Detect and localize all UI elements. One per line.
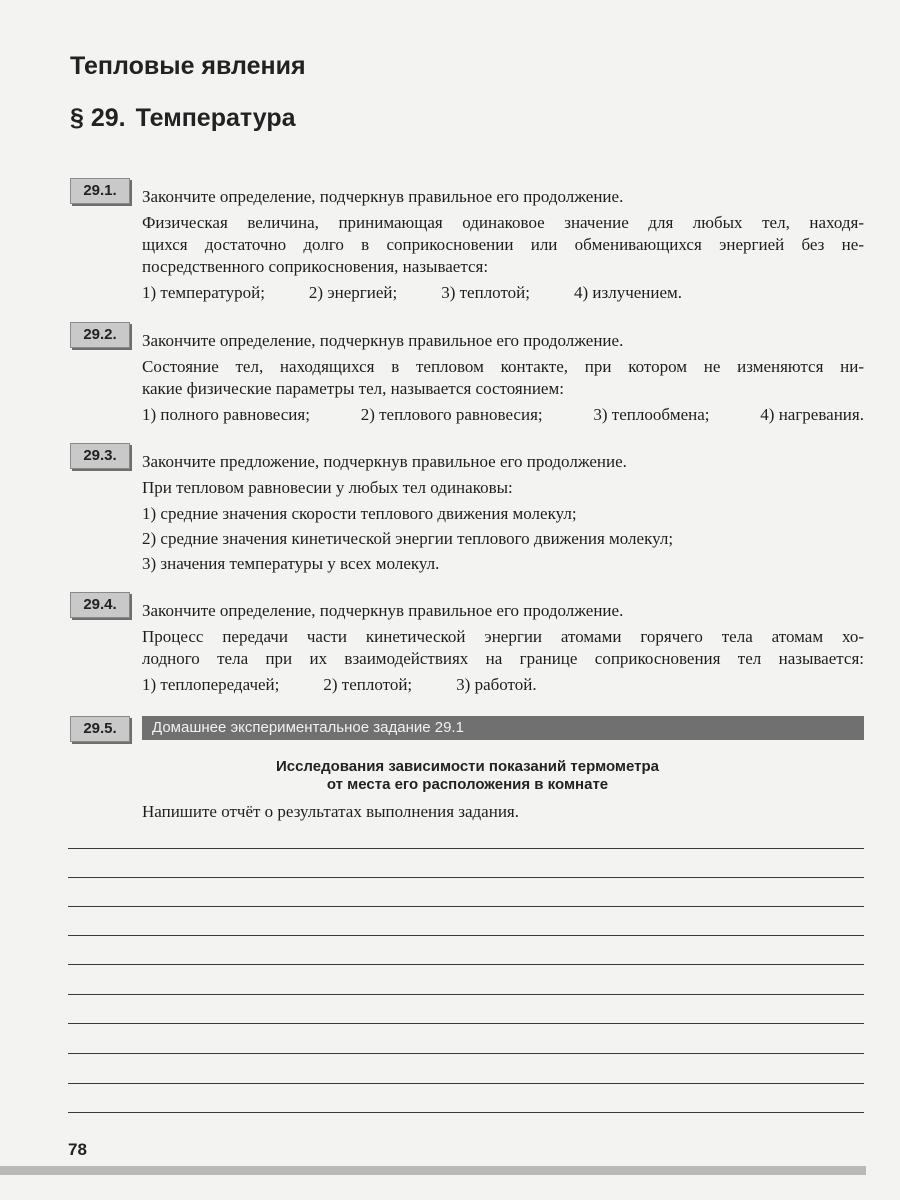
section-name: Температура — [135, 104, 296, 132]
answer-option[interactable]: 4) излучением. — [574, 283, 683, 302]
answer-option[interactable]: 2) теплотой; — [323, 675, 413, 694]
answer-option[interactable]: 3) теплотой; — [441, 283, 530, 302]
task-text-line: щихся достаточно долго в соприкосновении или обменивающихся энергией без не- — [142, 235, 864, 254]
writing-line[interactable] — [68, 906, 864, 907]
answer-option[interactable]: 1) полного равновесия; — [142, 405, 310, 424]
writing-line[interactable] — [68, 877, 864, 878]
homework-instruction: Напишите отчёт о результатах выполнения задания. — [142, 802, 519, 821]
section-number: § 29. — [70, 104, 126, 132]
task-prompt: Закончите определение, подчеркнув правильное его продолжение. — [142, 331, 624, 350]
chapter-title: Тепловые явления — [70, 52, 306, 80]
homework-banner: Домашнее экспериментальное задание 29.1 — [142, 716, 864, 740]
task-text-line: Процесс передачи части кинетической энергии атомами горячего тела атомам хо- — [142, 627, 864, 646]
answer-options — [142, 282, 864, 304]
task-body — [142, 186, 864, 304]
task-text-line: лодного тела при их взаимодействиях на границе соприкосновения тел называется: — [142, 649, 864, 668]
task-text-line: Состояние тел, находящихся в тепловом контакте, при котором не изменяются ни- — [142, 357, 864, 376]
answer-option[interactable]: 4) нагревания. — [760, 405, 864, 424]
task-text-line: посредственного соприкосновения, называется: — [142, 257, 489, 276]
writing-line[interactable] — [68, 994, 864, 995]
task-text-line: Физическая величина, принимающая одинаковое значение для любых тел, находя- — [142, 213, 864, 232]
answer-option[interactable]: 1) теплопередачей; — [142, 675, 280, 694]
writing-line[interactable] — [68, 1083, 864, 1084]
answer-options — [142, 404, 864, 426]
answer-option[interactable]: 3) работой. — [456, 675, 537, 694]
answer-option[interactable]: 1) температурой; — [142, 283, 265, 302]
answer-option[interactable]: 2) теплового равновесия; — [360, 405, 543, 424]
task-number-badge: 29.1. — [70, 178, 130, 204]
writing-line[interactable] — [68, 1112, 864, 1113]
task-number-badge: 29.4. — [70, 592, 130, 618]
bottom-divider — [0, 1166, 866, 1175]
answer-option[interactable]: 2) средние значения кинетической энергии теплового движения молекул; — [142, 529, 674, 548]
task-number-badge: 29.5. — [70, 716, 130, 742]
answer-option[interactable]: 2) энергией; — [308, 283, 398, 302]
answer-option[interactable]: 3) теплообмена; — [593, 405, 710, 424]
task-prompt: Закончите определение, подчеркнув правильное его продолжение. — [142, 187, 624, 206]
answer-option[interactable]: 1) средние значения скорости теплового движения молекул; — [142, 504, 577, 523]
task-prompt: Закончите предложение, подчеркнув правильное его продолжение. — [142, 452, 627, 471]
writing-line[interactable] — [68, 1023, 864, 1024]
section-title — [70, 104, 296, 133]
writing-line[interactable] — [68, 935, 864, 936]
page-number: 78 — [68, 1140, 87, 1159]
homework-title — [70, 758, 865, 794]
writing-line[interactable] — [68, 848, 864, 849]
task-text-line: При тепловом равновесии у любых тел одинаковы: — [142, 478, 513, 497]
task-text-line: какие физические параметры тел, называется состоянием: — [142, 379, 564, 398]
task-body — [142, 330, 864, 426]
answer-option[interactable]: 3) значения температуры у всех молекул. — [142, 554, 440, 573]
task-body — [142, 600, 864, 696]
task-number-badge: 29.3. — [70, 443, 130, 469]
homework-title-line: от места его расположения в комнате — [326, 776, 609, 793]
answer-options — [142, 674, 864, 696]
task-body — [142, 451, 864, 578]
homework-title-line: Исследования зависимости показаний термометра — [275, 758, 660, 775]
writing-line[interactable] — [68, 1053, 864, 1054]
task-prompt: Закончите определение, подчеркнув правильное его продолжение. — [142, 601, 624, 620]
task-number-badge: 29.2. — [70, 322, 130, 348]
writing-line[interactable] — [68, 964, 864, 965]
